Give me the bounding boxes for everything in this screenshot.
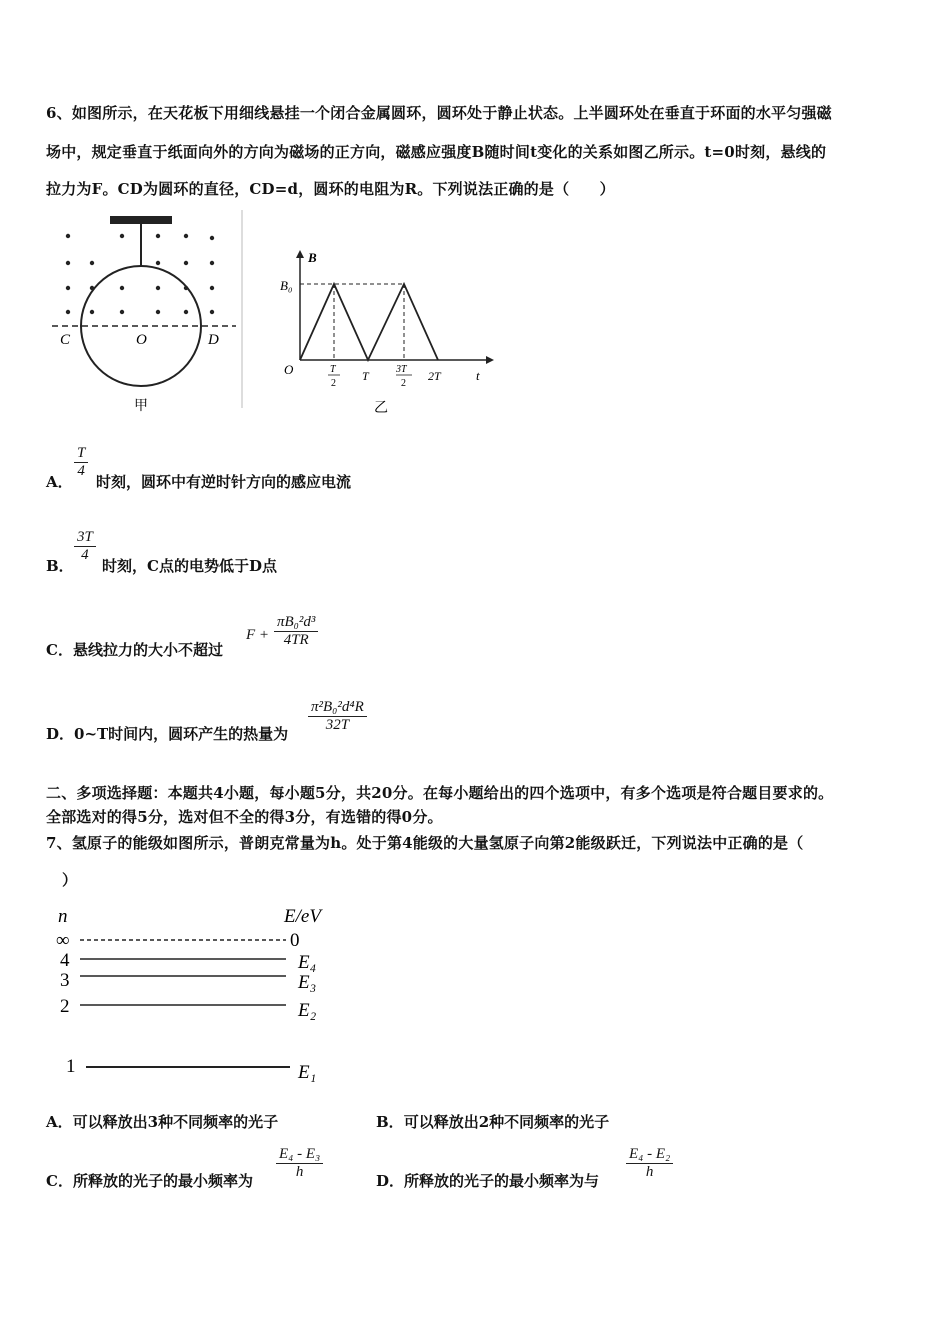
fraction-denominator: h [645,1164,654,1180]
e-ev-label: E/eV [284,906,321,927]
n2-label: 2 [60,996,70,1017]
fraction-numerator: π²B₀²d⁴R [308,699,367,717]
n-label: n [58,906,68,927]
option-text: 可以释放出3种不同频率的光子 [72,1113,279,1131]
n3-label: 3 [60,970,70,991]
b-t-curve [300,284,438,360]
label-o: O [136,332,147,348]
q6-option-a[interactable] [46,471,73,492]
q7-option-a[interactable] [46,1111,278,1132]
fraction-numerator: E₄ - E₂ [626,1146,673,1164]
tick-t-half-den: 2 [331,378,336,389]
q6-d-fraction [308,699,367,734]
section2-line-1: 二、多项选择题：本题共4小题，每小题5分，共20分。在每小题给出的四个选项中，有多个选项是符合题目要求的。 [46,784,834,802]
zero-label: 0 [290,930,300,951]
n1-label: 1 [66,1056,76,1077]
fraction-denominator: h [295,1164,304,1180]
tick-2t: 2T [428,369,441,383]
axis-b-label: B [308,250,317,265]
q7-line-1: 7、氢原子的能级如图所示，普朗克常量为h。处于第4能级的大量氢原子向第2能级跃迁，下列说法中正确的是（ [46,834,804,852]
q6-line-3: 拉力为F。CD为圆环的直径，CD=d，圆环的电阻为R。下列说法正确的是（ ） [46,180,615,198]
q7-c-fraction [276,1146,323,1181]
option-letter: B． [46,557,74,575]
option-text: 所释放的光子的最小频率为 [72,1172,253,1190]
option-letter: A． [46,1113,73,1131]
q6-option-c[interactable] [46,639,223,660]
option-text: 0~T时间内，圆环产生的热量为 [74,725,289,743]
e4-label: E₄ [298,952,317,973]
e1-label: E₁ [298,1062,317,1083]
option-text: 悬线拉力的大小不超过 [72,641,223,659]
option-letter: D． [46,725,75,743]
b0-label: B₀ [280,278,293,293]
option-letter: D． [376,1172,405,1190]
option-letter: A． [46,473,73,491]
q6-option-d[interactable] [46,723,288,744]
origin-label: O [284,362,294,377]
tick-3t-half-den: 2 [401,378,406,389]
q6-c-formula-prefix: F + [246,627,270,643]
n4-label: 4 [60,950,70,971]
infinity-label: ∞ [56,930,70,951]
option-letter: B． [376,1113,404,1131]
q6-c-fraction [274,614,318,649]
q6-b-text: 时刻，C点的电势低于D点 [102,557,277,575]
q7-option-c[interactable] [46,1170,253,1191]
section2-line-2: 全部选对的得5分，选对但不全的得3分，有选错的得0分。 [46,808,443,826]
tick-t-half-num: T [330,364,336,375]
figure-yi-graph [278,248,498,418]
ceiling-mount [110,216,172,224]
fraction-numerator: T [74,445,88,463]
option-letter: C． [46,1172,73,1190]
q6-a-fraction [74,445,88,480]
caption-jia: 甲 [134,399,148,414]
q6-a-text: 时刻，圆环中有逆时针方向的感应电流 [96,473,352,491]
fraction-denominator: 32T [325,717,350,733]
q6-b-fraction [74,529,96,564]
option-text: 可以释放出2种不同频率的光子 [403,1113,610,1131]
tick-3t-half-num: 3T [396,364,407,375]
fraction-numerator: πB₀²d³ [274,614,318,632]
option-letter: C． [46,641,73,659]
fraction-denominator: 4TR [283,632,309,648]
q6-option-b[interactable] [46,555,74,576]
e2-label: E₂ [298,1000,317,1021]
q7-line-2: ） [62,871,78,889]
axis-t-label: t [476,368,480,383]
caption-yi: 乙 [374,401,388,416]
tick-t: T [362,369,369,383]
e3-label: E₃ [298,972,317,993]
label-d: D [208,332,219,348]
fraction-numerator: 3T [74,529,96,547]
q7-d-fraction [626,1146,673,1181]
q6-line-2: 场中，规定垂直于纸面向外的方向为磁场的正方向，磁感应强度B随时间t变化的关系如图乙所示。t=0时刻，悬线的 [46,143,827,161]
q6-line-1: 6、如图所示，在天花板下用细线悬挂一个闭合金属圆环，圆环处于静止状态。上半圆环处在垂直于环面的水平匀强磁 [46,104,832,122]
label-c: C [60,332,71,348]
fraction-numerator: E₄ - E₃ [276,1146,323,1164]
fraction-denominator: 4 [77,463,85,479]
option-text: 所释放的光子的最小频率为与 [404,1172,600,1190]
fraction-denominator: 4 [81,547,89,563]
figure-jia-ring [46,208,246,418]
energy-level-diagram [52,900,342,1090]
q7-option-b[interactable] [376,1111,609,1132]
q7-option-d[interactable] [376,1170,599,1191]
